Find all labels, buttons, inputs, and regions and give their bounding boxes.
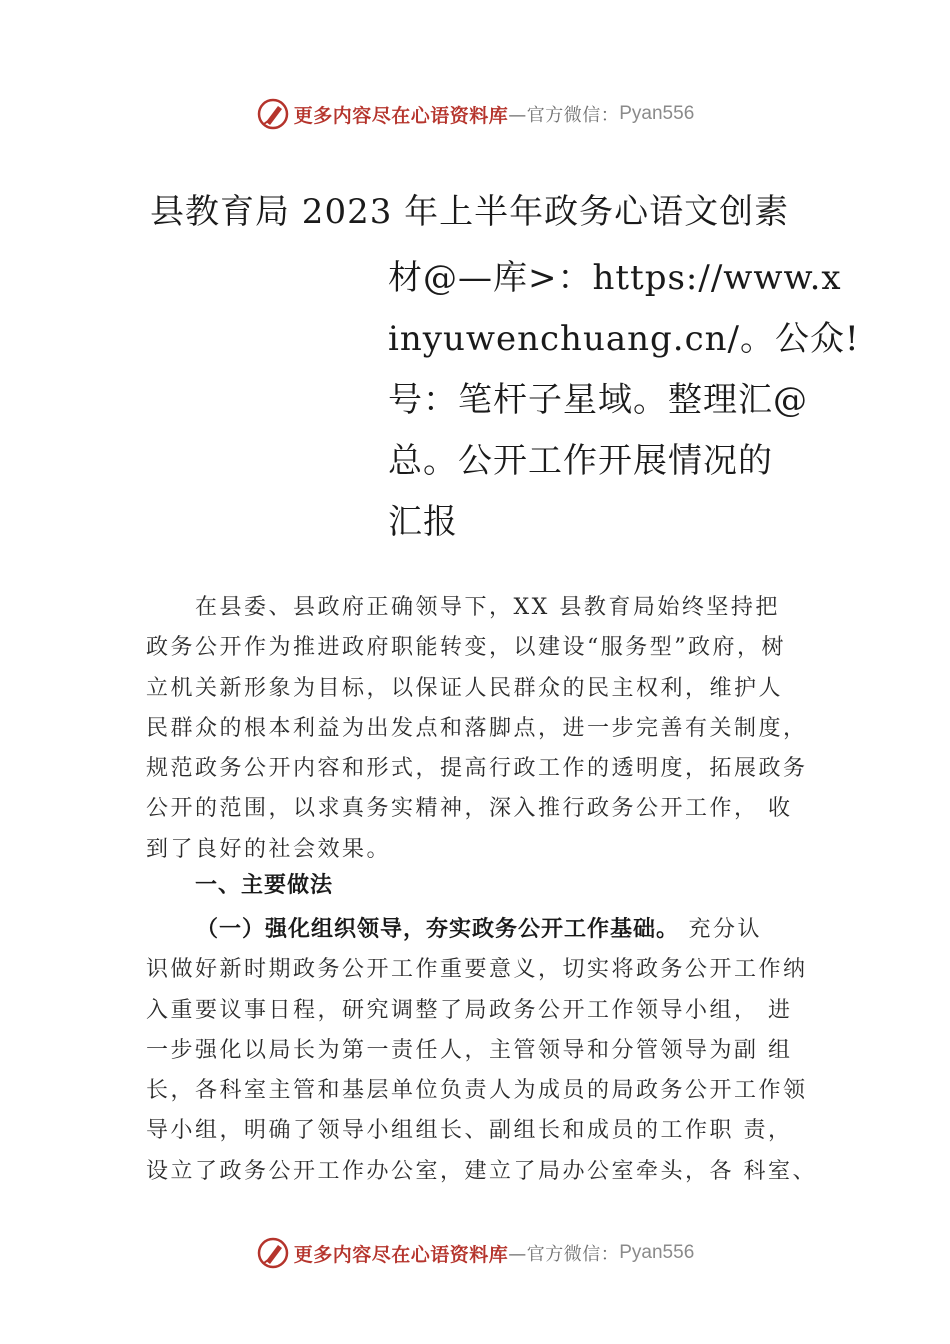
paragraph-line: 民群众的根本利益为出发点和落脚点，进一步完善有关制度， bbox=[146, 715, 808, 741]
banner-wechat-label: —官方微信： bbox=[508, 1244, 620, 1265]
banner-wechat-id: Pyan556 bbox=[619, 1242, 695, 1263]
paragraph-line: 入重要议事日程，研究调整了局政务公开工作领导小组， 进 bbox=[146, 997, 793, 1023]
footer-banner bbox=[0, 1231, 950, 1275]
banner-wechat-label: —官方微信： bbox=[508, 105, 620, 126]
paragraph-line: 规范政务公开内容和形式，提高行政工作的透明度，拓展政务 bbox=[146, 756, 808, 782]
banner-brand-text: 更多内容尽在心语资料库 bbox=[293, 104, 509, 127]
paragraph-line: 一步强化以局长为第一责任人，主管领导和分管领导为副 组 bbox=[146, 1037, 793, 1063]
paragraph-line: 设立了政务公开工作办公室，建立了局办公室牵头，各 科室、 bbox=[146, 1158, 817, 1184]
pen-logo-icon bbox=[256, 1236, 290, 1270]
title-line: 材@—库>：https://www.x bbox=[388, 258, 842, 298]
document-title-continuation bbox=[388, 248, 860, 553]
title-line: inyuwenchuang.cn/。公众! bbox=[388, 319, 860, 359]
paragraph-line: 政务公开作为推进政府职能转变，以建设“服务型”政府，树 bbox=[146, 635, 786, 661]
paragraph-line: 在县委、县政府正确领导下，XX 县教育局始终坚持把 bbox=[146, 595, 780, 620]
paragraph-line: 立机关新形象为目标，以保证人民群众的民主权利，维护人 bbox=[146, 675, 784, 701]
pen-logo-icon bbox=[256, 97, 290, 131]
paragraph-line: 到了良好的社会效果。 bbox=[146, 836, 392, 862]
sub-heading: （一）强化组织领导，夯实政务公开工作基础。 bbox=[196, 917, 680, 942]
intro-paragraph bbox=[146, 588, 836, 870]
section-heading: 一、主要做法 bbox=[195, 873, 334, 898]
paragraph-line: 公开的范围，以求真务实精神，深入推行政务公开工作， 收 bbox=[146, 796, 793, 822]
paragraph-line-tail: 充分认 bbox=[679, 917, 763, 942]
banner-wechat-id: Pyan556 bbox=[619, 103, 695, 124]
banner-brand-text: 更多内容尽在心语资料库 bbox=[293, 1243, 509, 1266]
document-title-line1: 县教育局 2023 年上半年政务心语文创素 bbox=[150, 192, 790, 232]
title-line: 总。公开工作开展情况的 bbox=[388, 441, 773, 481]
paragraph-line: 长，各科室主管和基层单位负责人为成员的局政务公开工作领 bbox=[146, 1078, 808, 1104]
header-banner bbox=[0, 92, 950, 136]
paragraph-line: 识做好新时期政务公开工作重要意义，切实将政务公开工作纳 bbox=[146, 957, 808, 983]
section-paragraph bbox=[146, 910, 836, 1192]
title-line: 号：笔杆子星域。整理汇@ bbox=[388, 380, 808, 420]
title-line: 汇报 bbox=[388, 502, 458, 542]
paragraph-line: 导小组，明确了领导小组组长、副组长和成员的工作职 责， bbox=[146, 1118, 793, 1144]
paragraph-first-line bbox=[146, 910, 836, 950]
